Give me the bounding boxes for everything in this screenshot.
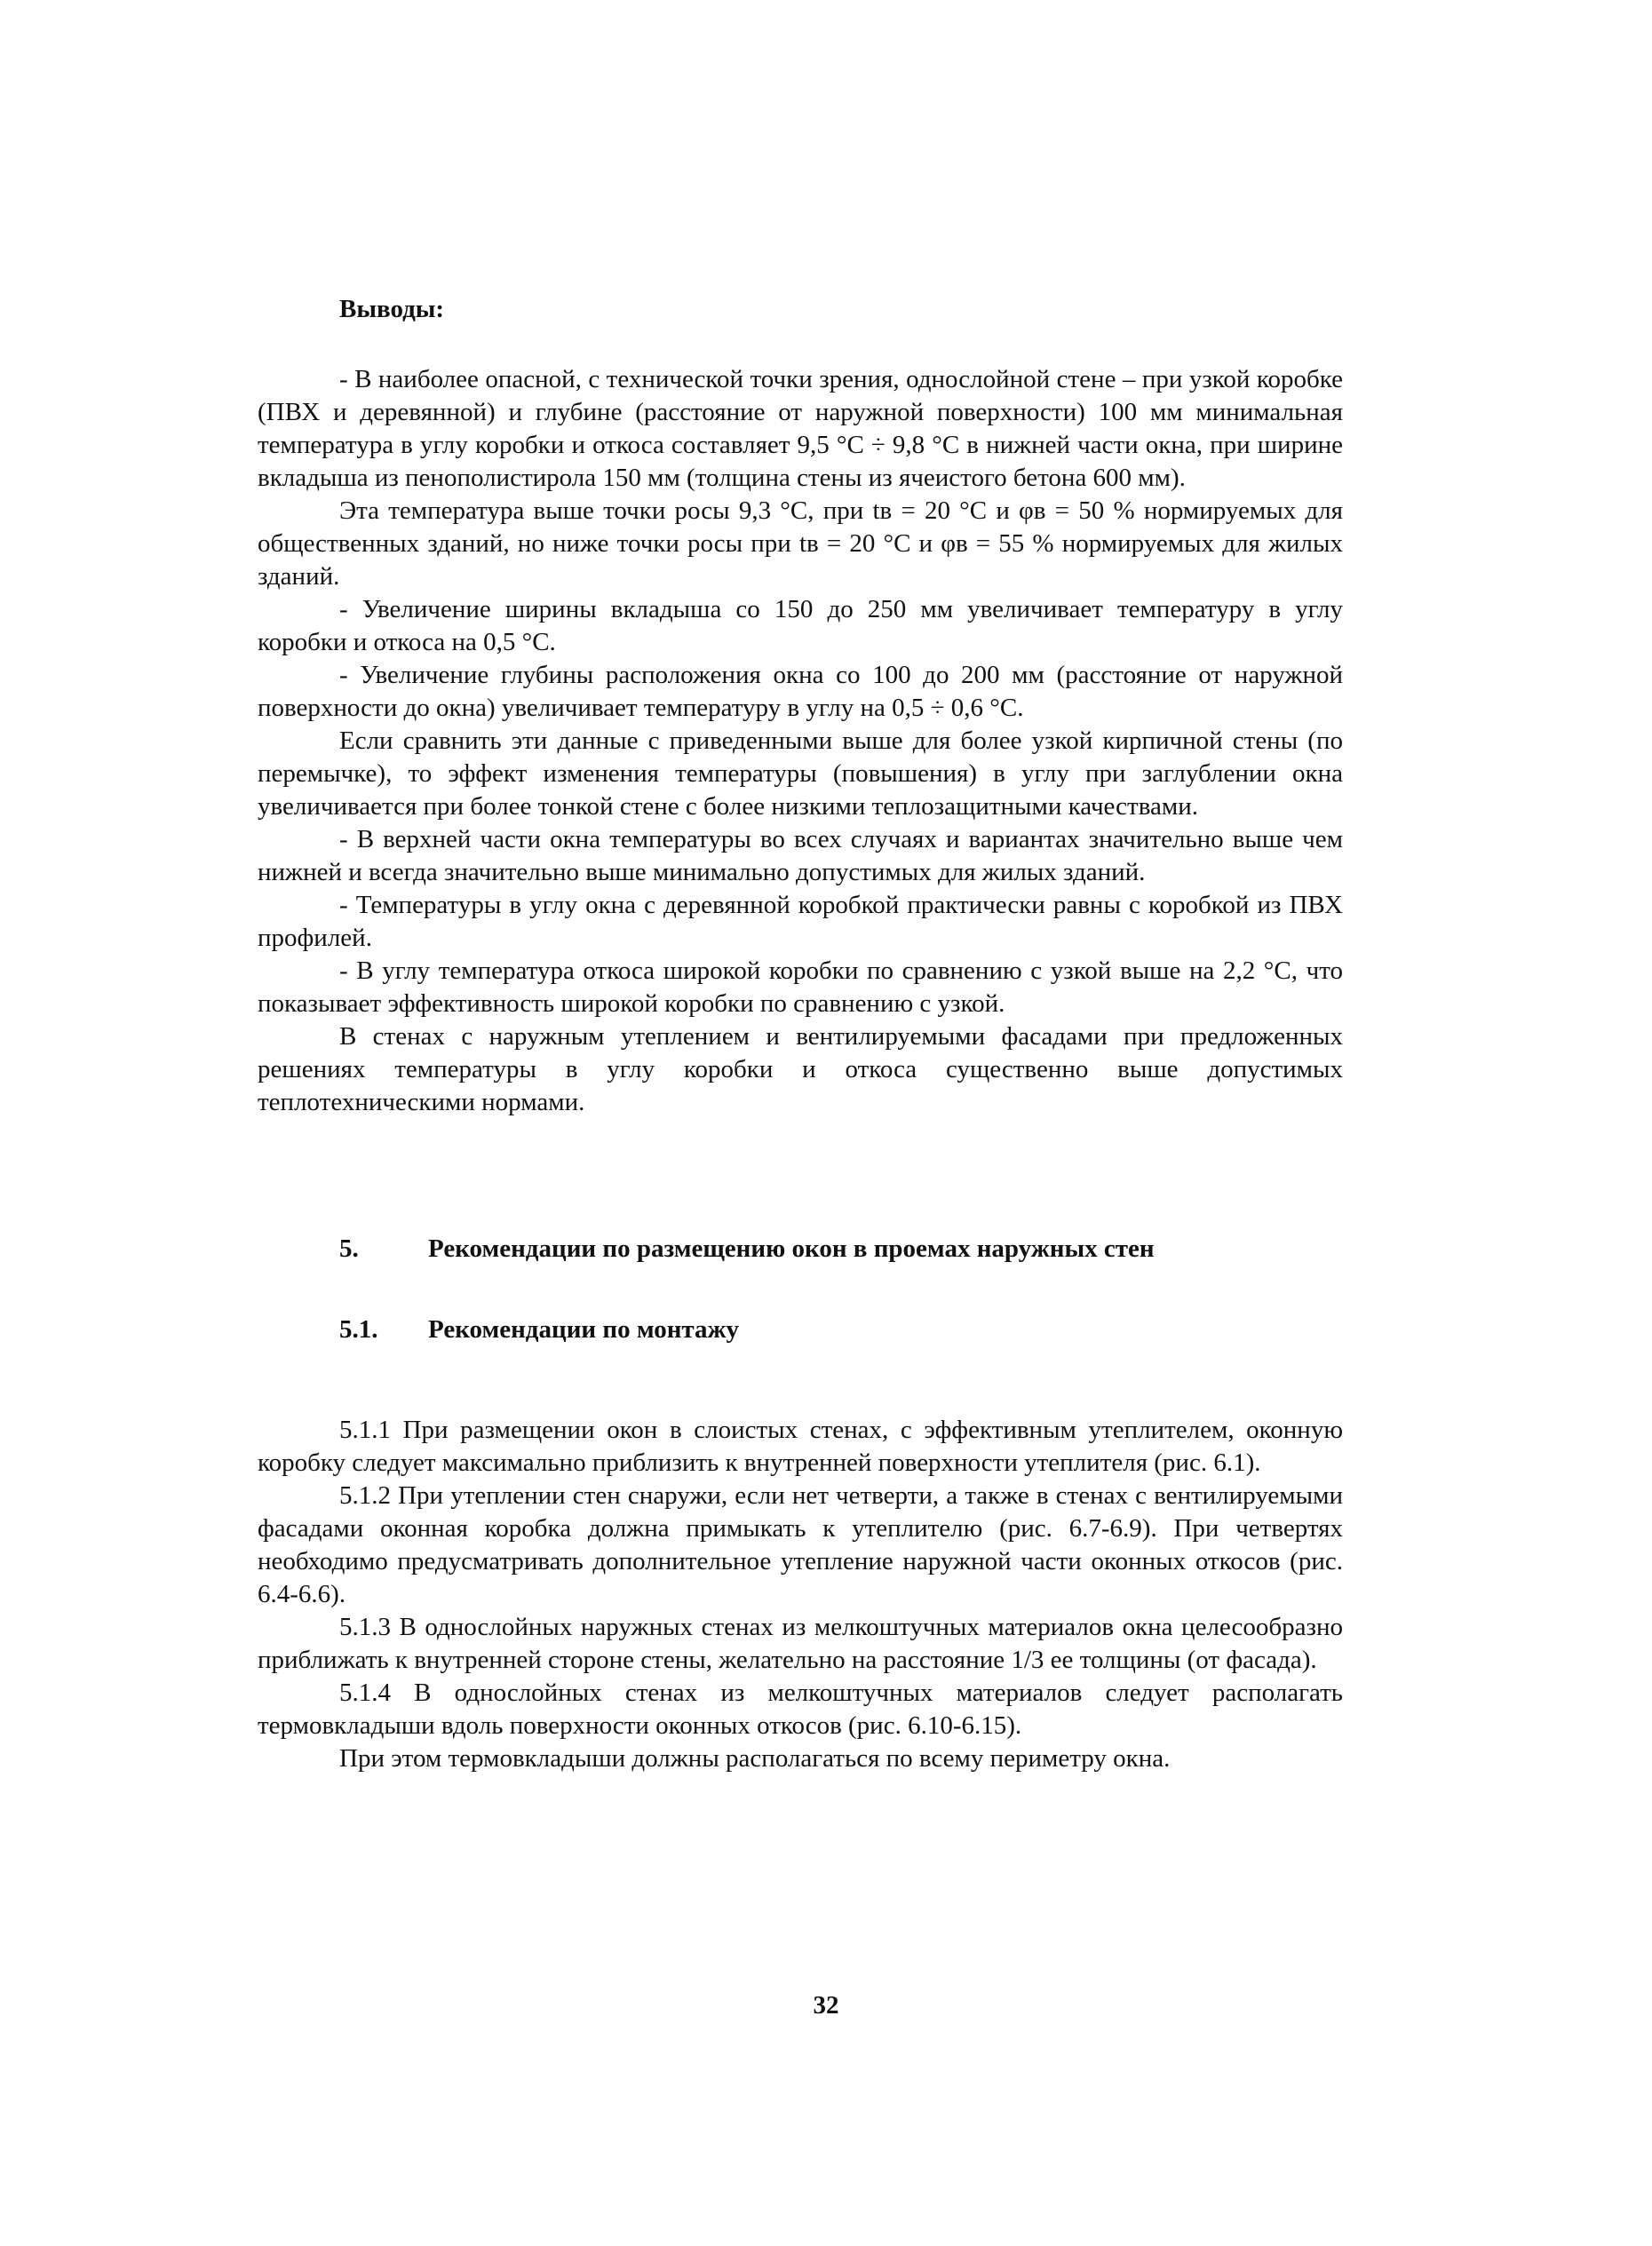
recommendation-paragraph-2: 5.1.2 При утеплении стен снаружи, если нет четверти, а также в стенах с вентилируемыми фасадами оконная коробка должна примыкать к утеплителю (рис. 6.7-6.9). При четвертях необходимо предусматривать дополнительное утепление наружной части оконных откосов (рис. 6.4-6.6).	[258, 1481, 1343, 1608]
conclusion-paragraph-4: - Увеличение глубины расположения окна со 100 до 200 мм (расстояние от наружной поверхности до окна) увеличивает температуру в углу на 0,5 ÷ 0,6 °С.	[258, 661, 1343, 722]
conclusion-paragraph-5: Если сравнить эти данные с приведенными выше для более узкой кирпичной стены (по перемычке), то эффект изменения температуры (повышения) в углу при заглублении окна увеличивается при более тонкой стене с более низкими теплозащитными качествами.	[258, 726, 1343, 821]
section-5-heading	[258, 1233, 1343, 1266]
conclusion-paragraph-8: - В углу температура откоса широкой коробки по сравнению с узкой выше на 2,2 °С, что показывает эффективность широкой коробки по сравнению с узкой.	[258, 956, 1343, 1018]
spacer	[258, 1266, 1343, 1313]
conclusion-paragraph-2: Эта температура выше точки росы 9,3 °С, при tв = 20 °С и φв = 50 % нормируемых для общественных зданий, но ниже точки росы при tв = 20 °С и φв = 55 % нормируемых для жилых зданий.	[258, 496, 1343, 591]
conclusion-paragraph-6: - В верхней части окна температуры во всех случаях и вариантах значительно выше чем нижней и всегда значительно выше минимально допустимых для жилых зданий.	[258, 825, 1343, 886]
section-5-title: Рекомендации по размещению окон в проемах наружных стен	[428, 1234, 1155, 1263]
conclusion-paragraph-3: - Увеличение ширины вкладыша со 150 до 250 мм увеличивает температуру в углу коробки и откоса на 0,5 °С.	[258, 595, 1343, 656]
section-5-1-number: 5.1.	[339, 1315, 378, 1344]
conclusion-paragraph-7: - Температуры в углу окна с деревянной коробкой практически равны с коробкой из ПВХ профилей.	[258, 891, 1343, 952]
section-5-number: 5.	[339, 1234, 359, 1263]
recommendation-paragraph-1: 5.1.1 При размещении окон в слоистых стенах, с эффективным утеплителем, оконную коробку следует максимально приблизить к внутренней поверхности утеплителя (рис. 6.1).	[258, 1416, 1343, 1477]
spacer	[258, 1346, 1343, 1414]
spacer	[258, 1119, 1343, 1233]
conclusions-heading: Выводы:	[339, 295, 445, 323]
text-column	[258, 293, 1343, 1775]
conclusion-paragraph-1: - В наиболее опасной, с технической точки зрения, однослойной стене – при узкой коробке (ПВХ и деревянной) и глубине (расстояние от наружной поверхности) 100 мм минимальная температура в углу коробки и откоса составляет 9,5 °С ÷ 9,8 °С в нижней части окна, при ширине вкладыша из пенополистирола 150 мм (толщина стены из ячеистого бетона 600 мм).	[258, 365, 1343, 492]
page-number: 32	[813, 1991, 839, 2020]
recommendation-paragraph-3: 5.1.3 В однослойных наружных стенах из мелкоштучных материалов окна целесообразно приближать к внутренней стороне стены, желательно на расстояние 1/3 ее толщины (от фасада).	[258, 1613, 1343, 1674]
recommendation-paragraph-4: 5.1.4 В однослойных стенах из мелкоштучных материалов следует располагать термовкладыши вдоль поверхности оконных откосов (рис. 6.10-6.15).	[258, 1679, 1343, 1740]
section-5-1-title: Рекомендации по монтажу	[428, 1315, 740, 1344]
conclusion-paragraph-9: В стенах с наружным утеплением и вентилируемыми фасадами при предложенных решениях температуры в углу коробки и откоса существенно выше допустимых теплотехническими нормами.	[258, 1022, 1343, 1116]
section-5-1-heading	[258, 1313, 1343, 1346]
recommendation-paragraph-5: При этом термовкладыши должны располагаться по всему периметру окна.	[339, 1744, 1171, 1773]
